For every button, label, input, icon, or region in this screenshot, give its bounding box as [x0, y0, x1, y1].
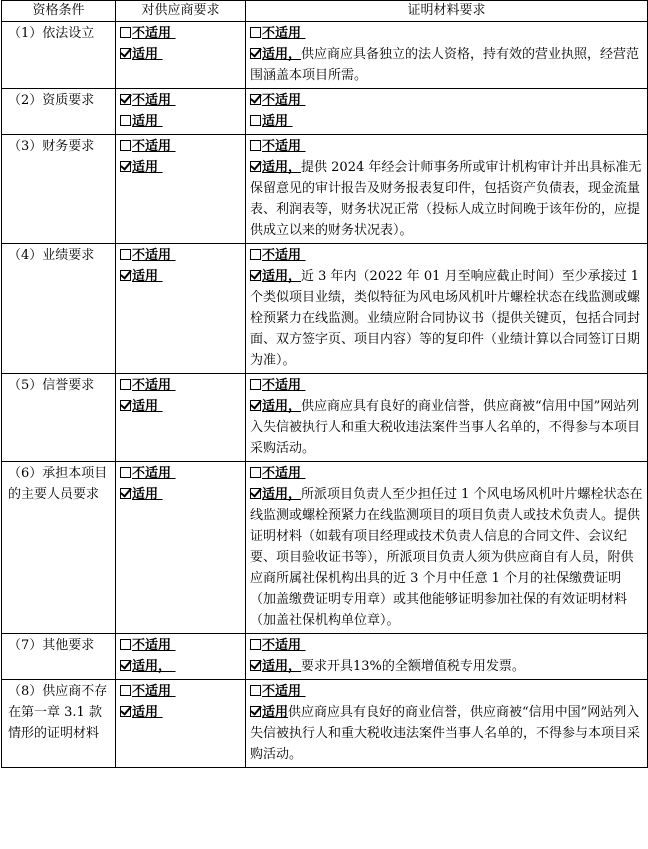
- table-row: [2, 680, 648, 768]
- checkbox-label: 适用，: [132, 659, 172, 674]
- unchecked-box-icon[interactable]: [250, 27, 261, 38]
- underline-pad: [301, 90, 311, 111]
- table-row: [2, 462, 648, 634]
- checkbox-option[interactable]: [120, 44, 241, 65]
- checkbox-option[interactable]: [120, 656, 241, 677]
- checked-box-icon[interactable]: [250, 161, 261, 172]
- checkbox-option[interactable]: [120, 702, 241, 723]
- condition-cell: （8）供应商不存在第一章 3.1 款情形的证明材料: [2, 680, 116, 768]
- evidence-text: [250, 484, 643, 631]
- checkbox-label: 不适用: [132, 378, 172, 393]
- evidence-requirement-cell: [246, 89, 648, 135]
- table-row: [2, 89, 648, 135]
- checkbox-label: 不适用: [262, 248, 302, 263]
- condition-cell: （5）信誉要求: [2, 374, 116, 462]
- checkbox-label: 不适用: [262, 26, 302, 41]
- checkbox-option[interactable]: [120, 681, 241, 702]
- unchecked-box-icon[interactable]: [250, 639, 261, 650]
- checked-box-icon[interactable]: [250, 400, 261, 411]
- evidence-lead: 适用，: [262, 160, 302, 175]
- checkbox-option[interactable]: [120, 396, 241, 417]
- unchecked-box-icon[interactable]: [120, 467, 131, 478]
- evidence-requirement-cell: [246, 634, 648, 680]
- checkbox-option[interactable]: [120, 111, 241, 132]
- unchecked-box-icon[interactable]: [250, 115, 261, 126]
- checked-box-icon[interactable]: [120, 706, 131, 717]
- checkbox-label: 适用: [132, 114, 159, 129]
- checked-box-icon[interactable]: [250, 270, 261, 281]
- evidence-requirement-cell: [246, 135, 648, 244]
- underline-pad: [158, 157, 186, 178]
- checkbox-label: 不适用: [132, 248, 172, 263]
- unchecked-box-icon[interactable]: [120, 379, 131, 390]
- checked-box-icon[interactable]: [250, 94, 261, 105]
- underline-pad: [158, 111, 186, 132]
- checkbox-option[interactable]: [250, 90, 643, 111]
- evidence-body: 供应商应具有良好的商业信誉，供应商被“信用中国”网站列入失信被执行人和重大税收违法案件当事人名单的，不得参与本项目采购活动。: [250, 705, 641, 762]
- checkbox-label: 不适用: [262, 139, 302, 154]
- evidence-body: 供应商应具备独立的法人资格，持有效的营业执照，经营范围涵盖本项目所需。: [250, 47, 640, 83]
- checkbox-option[interactable]: [120, 635, 241, 656]
- table-row: [2, 135, 648, 244]
- underline-pad: [158, 44, 186, 65]
- evidence-lead: 适用: [262, 705, 289, 720]
- checkbox-option[interactable]: [250, 111, 643, 132]
- unchecked-box-icon[interactable]: [250, 379, 261, 390]
- supplier-requirement-cell: [116, 374, 246, 462]
- supplier-requirement-cell: [116, 244, 246, 374]
- supplier-requirement-cell: [116, 462, 246, 634]
- evidence-body: 要求开具13%的全额增值税专用发票。: [301, 659, 525, 674]
- checkbox-label: 适用: [132, 269, 159, 284]
- evidence-text: [250, 157, 643, 241]
- condition-cell: （2）资质要求: [2, 89, 116, 135]
- evidence-text: [250, 656, 643, 677]
- unchecked-box-icon[interactable]: [250, 249, 261, 260]
- checked-box-icon[interactable]: [250, 48, 261, 59]
- underline-pad: [171, 463, 181, 484]
- underline-pad: [158, 266, 186, 287]
- unchecked-box-icon[interactable]: [250, 685, 261, 696]
- header-supplier-requirement: 对供应商要求: [116, 1, 246, 22]
- checkbox-label: 不适用: [262, 638, 302, 653]
- underline-pad: [301, 23, 311, 44]
- unchecked-box-icon[interactable]: [250, 467, 261, 478]
- checkbox-option[interactable]: [120, 136, 241, 157]
- underline-pad: [288, 111, 298, 132]
- evidence-lead: 适用，: [262, 269, 302, 284]
- checked-box-icon[interactable]: [120, 660, 131, 671]
- checkbox-option[interactable]: [250, 463, 643, 484]
- header-condition: 资格条件: [2, 1, 116, 22]
- evidence-lead: 适用，: [262, 659, 302, 674]
- checkbox-option[interactable]: [120, 23, 241, 44]
- underline-pad: [171, 136, 181, 157]
- header-evidence-requirement: 证明材料要求: [246, 1, 648, 22]
- checkbox-label: 适用: [262, 114, 289, 129]
- underline-pad: [171, 635, 181, 656]
- checkbox-option[interactable]: [250, 635, 643, 656]
- evidence-body: 提供 2024 年经会计师事务所或审计机构审计并出具标准无保留意见的审计报告及财务报表复印件，包括资产负债表，现金流量表、利润表等，财务状况正常（投标人成立时间晚于该年份的，应提供成立以来的财务状况表）。: [250, 160, 642, 238]
- evidence-requirement-cell: [246, 374, 648, 462]
- checkbox-label: 不适用: [262, 93, 302, 108]
- evidence-requirement-cell: [246, 462, 648, 634]
- qualification-table: [1, 0, 648, 768]
- table-row: [2, 634, 648, 680]
- underline-pad: [301, 681, 311, 702]
- checkbox-option[interactable]: [120, 245, 241, 266]
- evidence-lead: 适用，: [262, 399, 302, 414]
- unchecked-box-icon[interactable]: [120, 249, 131, 260]
- checkbox-option[interactable]: [120, 484, 241, 505]
- underline-pad: [171, 375, 181, 396]
- evidence-text: [250, 702, 643, 765]
- checkbox-option[interactable]: [120, 463, 241, 484]
- evidence-body: 近 3 年内（2022 年 01 月至响应截止时间）至少承接过 1 个类似项目业绩，类似特征为风电场风机叶片螺栓状态在线监测或螺栓预紧力在线监测。业绩应附合同协议书（提供关键页，包括合同封面、双方签字页、项目内容）等的复印件（业绩计算以合同签订日期为准）。: [250, 269, 641, 368]
- supplier-requirement-cell: [116, 634, 246, 680]
- checkbox-option[interactable]: [120, 375, 241, 396]
- checkbox-label: 适用: [132, 47, 159, 62]
- checkbox-label: 不适用: [132, 93, 172, 108]
- underline-pad: [158, 484, 186, 505]
- evidence-lead: 适用，: [262, 487, 302, 502]
- checked-box-icon[interactable]: [250, 706, 261, 717]
- checked-box-icon[interactable]: [120, 400, 131, 411]
- checkbox-option[interactable]: [120, 266, 241, 287]
- table-row: [2, 22, 648, 89]
- evidence-text: [250, 266, 643, 371]
- underline-pad: [171, 681, 181, 702]
- evidence-requirement-cell: [246, 244, 648, 374]
- underline-pad: [301, 635, 311, 656]
- supplier-requirement-cell: [116, 89, 246, 135]
- unchecked-box-icon[interactable]: [250, 140, 261, 151]
- evidence-body: 所派项目负责人至少担任过 1 个风电场风机叶片螺栓状态在线监测或螺栓预紧力在线监测项目的项目负责人或技术负责人。提供证明材料（如载有项目经理或技术负责人信息的合同文件、会议纪要、项目验收证书等），所派项目负责人须为供应商自有人员，附供应商所属社保机构出具的近 3 个月中任意 1 个月的社保缴费证明（加盖缴费证明专用章）或其他能够证明参加社保的有效证明材料（加盖社保机构单位章）。: [250, 487, 643, 628]
- condition-cell: （1）依法设立: [2, 22, 116, 89]
- underline-pad: [171, 23, 181, 44]
- header-row: [2, 1, 648, 22]
- supplier-requirement-cell: [116, 135, 246, 244]
- checkbox-label: 适用: [132, 705, 159, 720]
- evidence-text: [250, 44, 643, 86]
- underline-pad: [301, 245, 311, 266]
- condition-cell: （6）承担本项目的主要人员要求: [2, 462, 116, 634]
- checkbox-option[interactable]: [250, 136, 643, 157]
- checkbox-option[interactable]: [120, 90, 241, 111]
- checkbox-label: 适用: [132, 399, 159, 414]
- checkbox-option[interactable]: [250, 375, 643, 396]
- unchecked-box-icon[interactable]: [120, 115, 131, 126]
- checked-box-icon[interactable]: [120, 161, 131, 172]
- underline-pad: [158, 396, 186, 417]
- underline-pad: [158, 702, 186, 723]
- table-row: [2, 244, 648, 374]
- checkbox-label: 不适用: [262, 378, 302, 393]
- checkbox-label: 适用: [132, 160, 159, 175]
- evidence-text: [250, 396, 643, 459]
- underline-pad: [171, 656, 181, 677]
- checked-box-icon[interactable]: [120, 94, 131, 105]
- underline-pad: [301, 136, 311, 157]
- checkbox-label: 不适用: [132, 26, 172, 41]
- checkbox-option[interactable]: [250, 681, 643, 702]
- evidence-body: 供应商应具有良好的商业信誉，供应商被“信用中国”网站列入失信被执行人和重大税收违法案件当事人名单的，不得参与本项目采购活动。: [250, 399, 641, 456]
- checked-box-icon[interactable]: [250, 660, 261, 671]
- condition-cell: （7）其他要求: [2, 634, 116, 680]
- checked-box-icon[interactable]: [120, 488, 131, 499]
- checkbox-label: 不适用: [262, 466, 302, 481]
- checkbox-label: 不适用: [262, 684, 302, 699]
- table-row: [2, 374, 648, 462]
- table-body: [2, 22, 648, 768]
- evidence-lead: 适用，: [262, 47, 302, 62]
- unchecked-box-icon[interactable]: [120, 685, 131, 696]
- checkbox-label: 不适用: [132, 638, 172, 653]
- checkbox-option[interactable]: [120, 157, 241, 178]
- supplier-requirement-cell: [116, 22, 246, 89]
- evidence-requirement-cell: [246, 680, 648, 768]
- checkbox-label: 不适用: [132, 684, 172, 699]
- condition-cell: （3）财务要求: [2, 135, 116, 244]
- underline-pad: [301, 463, 311, 484]
- underline-pad: [171, 90, 181, 111]
- checkbox-label: 适用: [132, 487, 159, 502]
- unchecked-box-icon[interactable]: [120, 27, 131, 38]
- checked-box-icon[interactable]: [120, 270, 131, 281]
- checkbox-label: 不适用: [132, 139, 172, 154]
- underline-pad: [171, 245, 181, 266]
- checked-box-icon[interactable]: [120, 48, 131, 59]
- checkbox-option[interactable]: [250, 23, 643, 44]
- evidence-requirement-cell: [246, 22, 648, 89]
- unchecked-box-icon[interactable]: [120, 639, 131, 650]
- checked-box-icon[interactable]: [250, 488, 261, 499]
- checkbox-label: 不适用: [132, 466, 172, 481]
- supplier-requirement-cell: [116, 680, 246, 768]
- condition-cell: （4）业绩要求: [2, 244, 116, 374]
- unchecked-box-icon[interactable]: [120, 140, 131, 151]
- underline-pad: [301, 375, 311, 396]
- checkbox-option[interactable]: [250, 245, 643, 266]
